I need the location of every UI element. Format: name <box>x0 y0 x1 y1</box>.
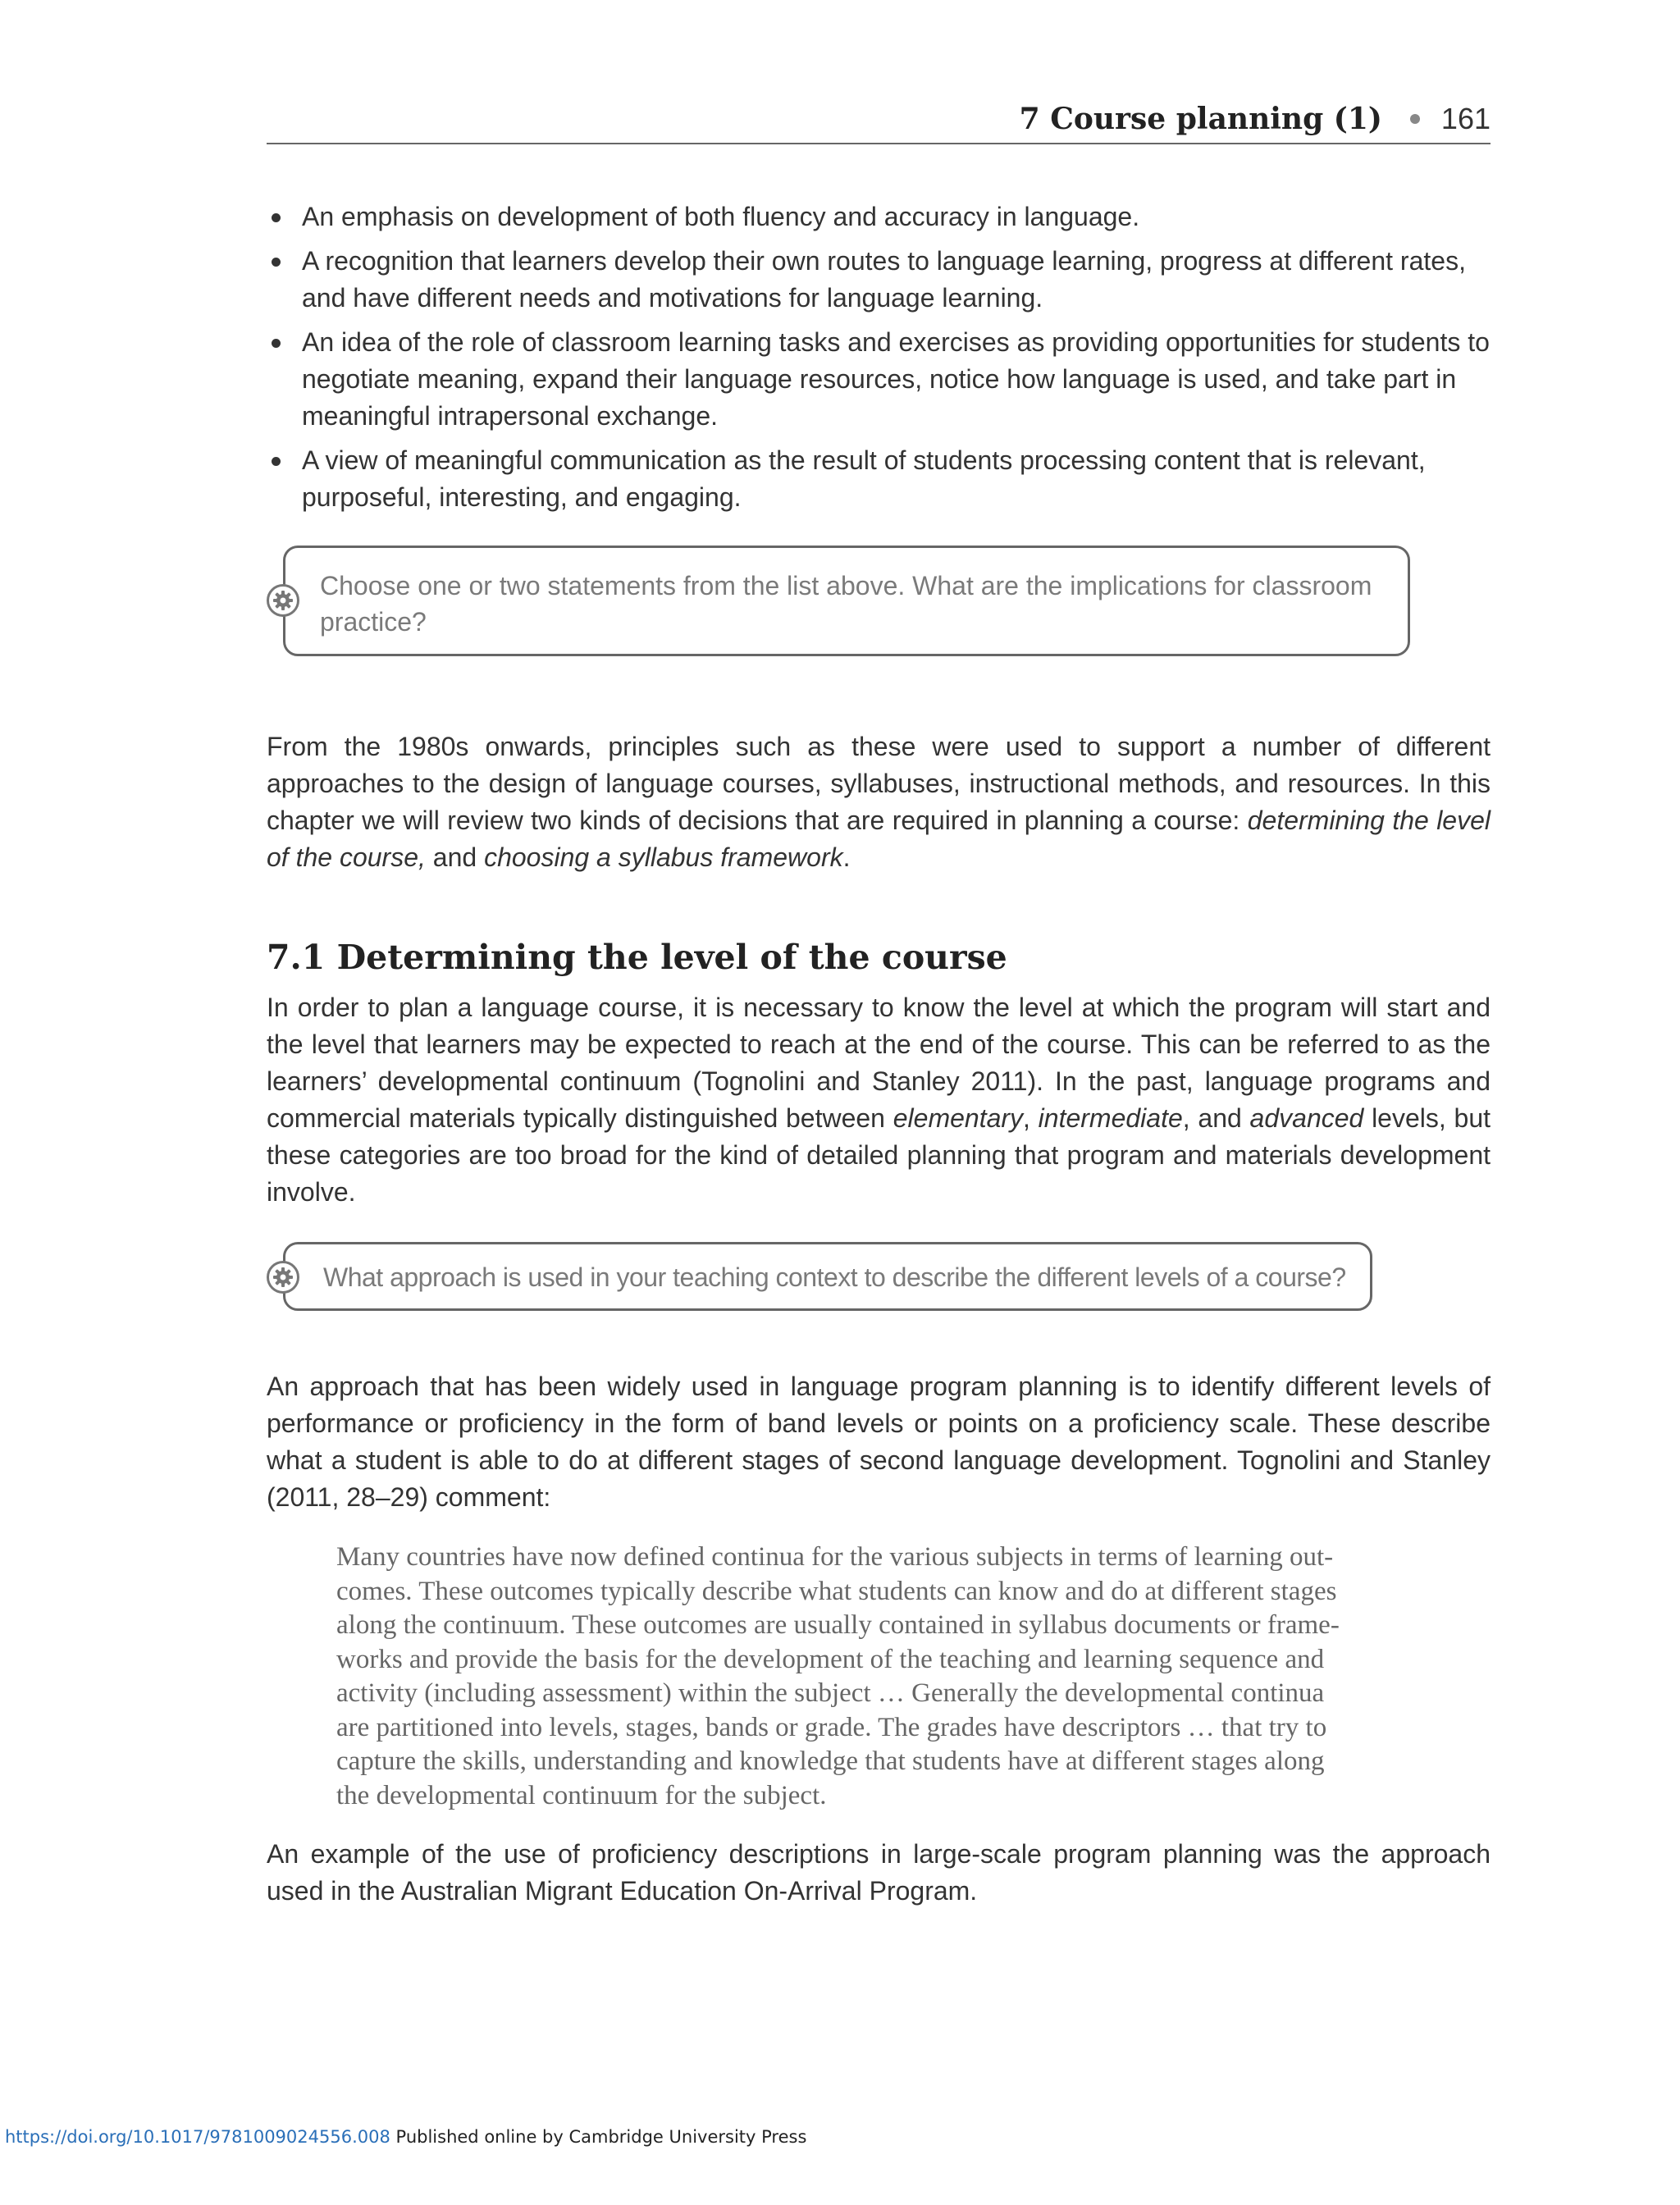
reflection-text: What approach is used in your teaching context to describe the different levels of a course? <box>323 1262 1346 1292</box>
page-number: 161 <box>1440 102 1491 135</box>
gear-icon <box>267 1261 299 1294</box>
body-paragraph <box>267 728 1491 876</box>
quote-line: along the continuum. These outcomes are usually contained in syllabus documents or frame- <box>336 1610 1340 1640</box>
list-item-text: An emphasis on development of both fluency and accuracy in language. <box>302 202 1140 231</box>
quote-line: the developmental continuum for the subject. <box>336 1780 827 1810</box>
list-item-text: An idea of the role of classroom learning tasks and exercises as providing opportunities for students to negotiate meaning, expand their language resources, notice how language is used, and take part in meaningful intrapersonal exchange. <box>302 327 1490 431</box>
body-paragraph: An example of the use of proficiency descriptions in large-scale program planning was the approach used in the Australian Migrant Education On-Arrival Program. <box>267 1839 1491 1906</box>
bullet-list <box>267 199 1491 523</box>
paragraph-text: . <box>842 842 851 872</box>
body-paragraph: An approach that has been widely used in language program planning is to identify different levels of performance or proficiency in the form of band levels or points on a proficiency scale. These describe what a student is able to do at different stages of second language development. Tognolini and Stanley (2011, 28–29) comment: <box>267 1372 1491 1512</box>
publisher-note: Published online by Cambridge University Press <box>390 2127 807 2147</box>
paragraph-text: , <box>1023 1103 1039 1133</box>
list-item-text: A recognition that learners develop their own routes to language learning, progress at different rates, and have different needs and motivations for language learning. <box>302 246 1466 313</box>
bullet-dot <box>272 213 281 222</box>
bullet-dot <box>272 258 281 267</box>
paragraph-text: In order to plan a language course, it is necessary to know the level at which the program will start and the level that learners may be expected to reach at the end of the course. This can be referred to as the learners’ developmental continuum (Tognolini and Stanley 2011). In the past, language programs and commercial materials typically distinguished between <box>267 993 1491 1133</box>
quote-line: are partitioned into levels, stages, bands or grade. The grades have descriptors … that try to <box>336 1712 1327 1742</box>
list-item <box>267 243 1491 317</box>
reflection-box <box>283 1242 1372 1311</box>
quote-line: comes. These outcomes typically describe what students can know and do at different stages <box>336 1576 1337 1606</box>
list-item <box>267 324 1491 435</box>
block-quote <box>336 1541 1475 1813</box>
paragraph-text: , and <box>1182 1103 1250 1133</box>
list-item <box>267 199 1491 235</box>
gear-icon-graphic <box>272 590 294 611</box>
reflection-box <box>283 546 1410 656</box>
bullet-dot <box>272 339 281 348</box>
quote-line: capture the skills, understanding and knowledge that students have at different stages along <box>336 1746 1325 1776</box>
gear-icon-graphic <box>272 1267 294 1288</box>
page-footer <box>5 2127 806 2147</box>
quote-line: works and provide the basis for the development of the teaching and learning sequence and <box>336 1644 1325 1674</box>
quote-line: Many countries have now defined continua for the various subjects in terms of learning out- <box>336 1542 1334 1572</box>
section-heading: 7.1 Determining the level of the course <box>267 938 1007 977</box>
header-inner <box>1020 98 1491 139</box>
list-item-text: A view of meaningful communication as the result of students processing content that is relevant, purposeful, interesting, and engaging. <box>302 445 1426 512</box>
emphasis-text: intermediate <box>1038 1103 1183 1133</box>
emphasis-text: advanced <box>1249 1103 1364 1133</box>
list-item <box>267 442 1491 516</box>
chapter-title: 7 Course planning (1) <box>1019 102 1382 136</box>
running-header <box>267 98 1491 144</box>
emphasis-text: elementary <box>892 1103 1024 1133</box>
doi-link[interactable]: https://doi.org/10.1017/9781009024556.008 <box>5 2127 390 2147</box>
emphasis-text: determining the level of the course, <box>267 806 1491 872</box>
paragraph-text: and <box>425 842 485 872</box>
paragraph-text: levels, but these categories are too broad for the kind of detailed planning that program and materials development involve. <box>267 1103 1491 1207</box>
bullet-dot <box>272 457 281 466</box>
quote-line: activity (including assessment) within the subject … Generally the developmental continua <box>336 1678 1325 1708</box>
gear-icon <box>267 584 299 617</box>
header-separator-dot <box>1410 114 1420 124</box>
body-paragraph <box>267 989 1491 1211</box>
paragraph-text: From the 1980s onwards, principles such as these were used to support a number of different approaches to the design of language courses, syllabuses, instructional methods, and resources. In this chapter we will review two kinds of decisions that are required in planning a course: <box>267 732 1491 835</box>
reflection-text: Choose one or two statements from the list above. What are the implications for classroom practice? <box>320 571 1372 637</box>
emphasis-text: choosing a syllabus framework <box>484 842 843 872</box>
